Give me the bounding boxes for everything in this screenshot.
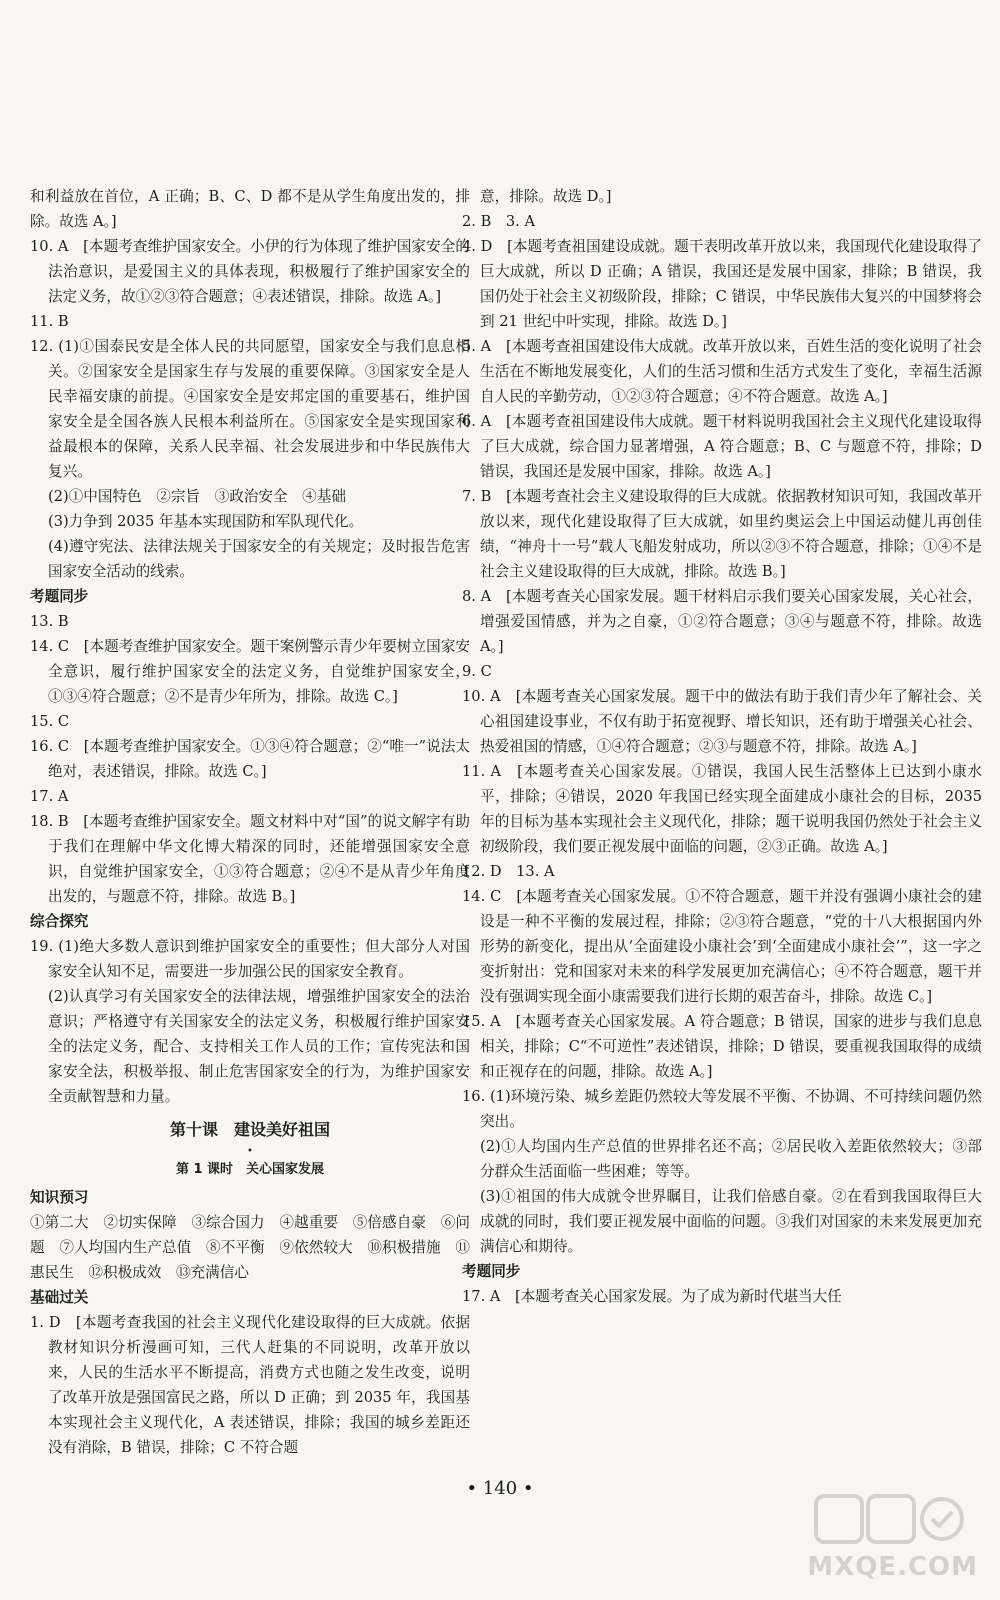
answer-12-part3: (3)力争到 2035 年基本实现国防和军队现代化。	[48, 513, 364, 530]
answer-continuation: 和利益放在首位，A 正确；B、C、D 都不是从学生角度出发的，排除。故选 A。]	[30, 188, 470, 230]
section-heading-zhishi: 知识预习	[30, 1189, 89, 1206]
section-heading-kaoti: 考题同步	[30, 588, 89, 605]
answer-logo-icon	[814, 1492, 964, 1548]
basic-answer-6: 6. A [本题考查祖国建设伟大成就。题干材料说明我国社会主义现代化建设取得了巨大成就，综合国力显著增强，A 符合题意；B、C 与题意不符，排除；D 错误，我国还是发展中国家，排除。故选 A。]	[462, 413, 987, 480]
page-number: • 140 •	[466, 1478, 534, 1499]
answer-13: 13. B	[30, 613, 69, 630]
basic-answer-16-part2: (2)①人均国内生产总值的世界排名还不高；②居民收入差距依然较大；③部分群众生活面临一些困难；等等。	[480, 1138, 982, 1180]
lesson-title: 第十课 建设美好祖国	[169, 1120, 330, 1139]
answer-18: 18. B [本题考查维护国家安全。题文材料中对“国”的说文解字有助于我们在理解中华文化博大精深的同时，还能增强国家安全意识，自觉维护国家安全，①③符合题意；②④不是从青少年角度出发的，与题意不符，排除。故选 B。]	[30, 813, 470, 905]
answer-11: 11. B	[30, 313, 69, 330]
answer-12-part4: (4)遵守宪法、法律法规关于国家安全的有关规定；及时报告危害国家安全活动的线索。	[48, 538, 470, 580]
basic-answer-16-part1: 16. (1)环境污染、城乡差距仍然较大等发展不平衡、不协调、不可持续问题仍然突出。	[462, 1088, 982, 1130]
answer-12-part1: 12. (1)①国泰民安是全体人民的共同愿望，国家安全与我们息息相关。②国家安全是国家生存与发展的重要保障。③国家安全是人民幸福安康的前提。④国家安全是安邦定国的重要基石，维护国家安全是全国各族人民根本利益所在。⑤国家安全是实现国家利益最根本的保障，关系人民幸福、社会发展进步和中华民族伟大复兴。	[30, 338, 470, 480]
basic-answer-1: 1. D [本题考查我国的社会主义现代化建设取得的巨大成就。依据教材知识分析漫画可知，三代人赶集的不同说明，改革开放以来，人民的生活水平不断提高，消费方式也随之发生改变，说明了改革开放是强国富民之路，所以 D 正确；到 2035 年，我国基本实现社会主义现代化，A 表述错误，排除；我国的城乡差距还没有消除，B 错误，排除；C 不符合题	[30, 1314, 470, 1456]
basic-answer-16-part3: (3)①祖国的伟大成就令世界瞩目，让我们倍感自豪。②在看到我国取得巨大成就的同时，我们要正视发展中面临的问题。③我们对国家的未来发展更加充满信心和期待。	[480, 1188, 982, 1255]
watermark-text: MXQE.COM	[807, 1552, 978, 1582]
left-column	[30, 184, 470, 1460]
basic-answer-10: 10. A [本题考查关心国家发展。题干中的做法有助于我们青少年了解社会、关心祖国建设事业，不仅有助于拓宽视野、增长知识，还有助于增强关心社会、热爱祖国的情感，①④符合题意；②③与题意不符，排除。故选 A。]	[462, 688, 982, 755]
right-column	[462, 184, 987, 1309]
answer-19-part2: (2)认真学习有关国家安全的法律法规，增强维护国家安全的法治意识；严格遵守有关国家安全的法定义务，积极履行维护国家安全的法定义务，配合、支持相关工作人员的工作；宣传宪法和国家安全法，积极举报、制止危害国家安全的行为，为维护国家安全贡献智慧和力量。	[48, 988, 470, 1105]
answer-17: 17. A	[30, 788, 69, 805]
exam-answer-17: 17. A [本题考查关心国家发展。为了成为新时代堪当大任	[462, 1288, 842, 1305]
answer-19-part1: 19. (1)绝大多数人意识到维护国家安全的重要性；但大部分人对国家安全认知不足，需要进一步加强公民的国家安全教育。	[30, 938, 470, 980]
section-heading-jichu: 基础过关	[30, 1289, 89, 1306]
basic-answer-11: 11. A [本题考查关心国家发展。①错误，我国人民生活整体上已达到小康水平，排除；④错误，2020 年我国已经实现全面建成小康社会的目标，2035 年的目标为基本实现社会主义现代化，排除；题干说明我国仍然处于社会主义初级阶段，我们要正视发展中面临的问题，②③正确。故选 A。]	[462, 763, 987, 855]
answer-14: 14. C [本题考查维护国家安全。题干案例警示青少年要树立国家安全意识，履行维护国家安全的法定义务，自觉维护国家安全，①③④符合题意；②不是青少年所为，排除。故选 C。]	[30, 638, 470, 705]
preview-answers: ①第二大 ②切实保障 ③综合国力 ④越重要 ⑤倍感自豪 ⑥问题 ⑦人均国内生产总值 ⑧不平衡 ⑨依然较大 ⑩积极措施 ⑪惠民生 ⑫积极成效 ⑬充满信心	[30, 1214, 470, 1281]
basic-answer-5: 5. A [本题考查祖国建设伟大成就。改革开放以来，百姓生活的变化说明了社会生活在不断地发展变化，人们的生活习惯和生活方式发生了变化，幸福生活源自人民的辛勤劳动，①②③符合题意；④不符合题意。故选 A。]	[462, 338, 982, 405]
basic-answer-2-3: 2. B 3. A	[462, 213, 535, 230]
answer-15: 15. C	[30, 713, 70, 730]
answer-16: 16. C [本题考查维护国家安全。①③④符合题意；②“唯一”说法太绝对，表述错误，排除。故选 C。]	[30, 738, 470, 780]
answer-10: 10. A [本题考查维护国家安全。小伊的行为体现了维护国家安全的法治意识，是爱国主义的具体表现，积极履行了维护国家安全的法定义务，故①②③符合题意；④表述错误，排除。故选 A。]	[30, 238, 470, 305]
basic-answer-1-continuation: 意，排除。故选 D。]	[480, 188, 612, 205]
section-heading-kaoti-right: 考题同步	[462, 1263, 521, 1280]
title-dot: •	[247, 1146, 253, 1157]
basic-answer-8: 8. A [本题考查关心国家发展。题干材料启示我们要关心国家发展，关心社会，增强爱国情感，并为之自豪，①②符合题意；③④与题意不符，排除。故选 A。]	[462, 588, 987, 655]
answer-12-part2: (2)①中国特色 ②宗旨 ③政治安全 ④基础	[48, 488, 346, 505]
basic-answer-9: 9. C	[462, 663, 492, 680]
basic-answer-4: 4. D [本题考查祖国建设成就。题干表明改革开放以来，我国现代化建设取得了巨大成就，所以 D 正确；A 错误，我国还是发展中国家，排除；B 错误，我国仍处于社会主义初级阶段，排除；C 错误，中华民族伟大复兴的中国梦将会到 21 世纪中叶实现，排除。故选 D。]	[462, 238, 982, 330]
basic-answer-7: 7. B [本题考查社会主义建设取得的巨大成就。依据教材知识可知，我国改革开放以来，现代化建设取得了巨大成就，如里约奥运会上中国运动健儿再创佳绩，“神舟十一号”载人飞船发射成功，所以②③不符合题意，排除；①④不是社会主义建设取得的巨大成就，排除。故选 B。]	[462, 488, 982, 580]
basic-answer-15: 15. A [本题考查关心国家发展。A 符合题意；B 错误，国家的进步与我们息息相关，排除；C“不可逆性”表述错误，排除；D 错误，要重视我国取得的成绩和正视存在的问题，排除。故选 A。]	[462, 1013, 982, 1080]
watermark	[798, 1492, 978, 1582]
period-title: 第 1 课时 关心国家发展	[175, 1162, 325, 1177]
basic-answer-14: 14. C [本题考查关心国家发展。①不符合题意，题干并没有强调小康社会的建设是一种不平衡的发展过程，排除；②③符合题意，“党的十八大根据国内外形势的新变化，提出从‘全面建设小康社会’到‘全面建成小康社会’”，这一字之变折射出：党和国家对未来的科学发展更加充满信心；④不符合题意，题干并没有强调实现全面小康需要我们进行长期的艰苦奋斗，排除。故选 C。]	[462, 888, 982, 1005]
section-heading-zonghe: 综合探究	[30, 913, 89, 930]
basic-answer-12-13: 12. D 13. A	[462, 863, 555, 880]
